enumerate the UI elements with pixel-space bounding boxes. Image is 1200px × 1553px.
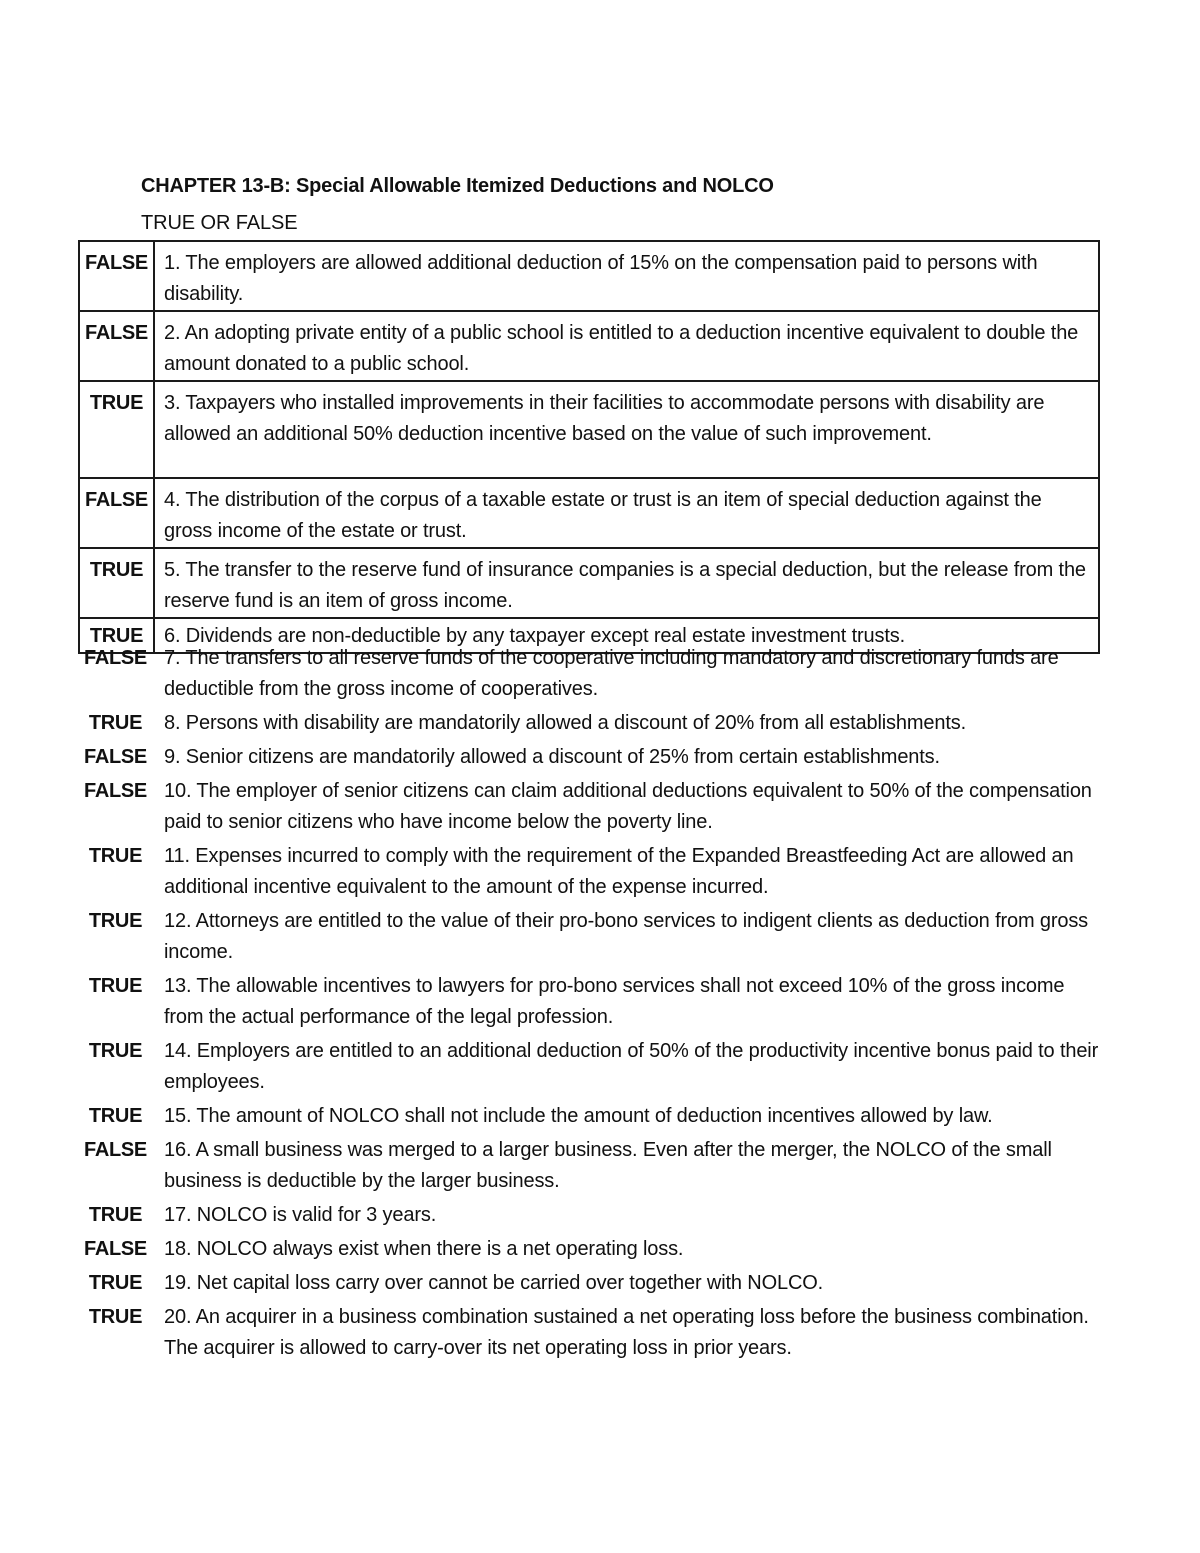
list-item — [78, 1234, 1100, 1265]
question-text: 9. Senior citizens are mandatorily allowed a discount of 25% from certain establishments. — [164, 746, 940, 768]
list-item — [78, 1268, 1100, 1299]
answer-cell: FALSE — [79, 478, 154, 548]
question-cell: 2. An adopting private entity of a public school is entitled to a deduction incentive equivalent to double the amount donated to a public school. — [154, 311, 1099, 381]
question-cell: 5. The transfer to the reserve fund of insurance companies is a special deduction, but the release from the reserve fund is an item of gross income. — [154, 548, 1099, 618]
answer-label: TRUE — [88, 975, 143, 997]
question-cell: 4. The distribution of the corpus of a taxable estate or trust is an item of special deduction against the gross income of the estate or trust. — [154, 478, 1099, 548]
question-text: 20. An acquirer in a business combination sustained a net operating loss before the business combination. The acquirer is allowed to carry-over its net operating loss in prior years. — [164, 1306, 1089, 1359]
question-cell: 1. The employers are allowed additional deduction of 15% on the compensation paid to persons with disability. — [154, 241, 1099, 311]
question-text: 19. Net capital loss carry over cannot be carried over together with NOLCO. — [164, 1272, 824, 1294]
question-text: 11. Expenses incurred to comply with the requirement of the Expanded Breastfeeding Act are allowed an additional incentive equivalent to the amount of the expense incurred. — [164, 845, 1074, 898]
answer-label: TRUE — [88, 1272, 143, 1294]
question-text: 13. The allowable incentives to lawyers for pro-bono services shall not exceed 10% of the gross income from the actual performance of the legal profession. — [164, 975, 1065, 1028]
answer-label: TRUE — [88, 1204, 143, 1226]
list-item — [78, 1135, 1100, 1197]
question-text: 16. A small business was merged to a larger business. Even after the merger, the NOLCO of the small business is deductible by the larger business. — [164, 1139, 1052, 1192]
question-text: 15. The amount of NOLCO shall not include the amount of deduction incentives allowed by law. — [164, 1105, 993, 1127]
question-cell: 3. Taxpayers who installed improvements in their facilities to accommodate persons with disability are allowed an additional 50% deduction incentive based on the value of such improvement. — [154, 381, 1099, 478]
answer-cell: TRUE — [79, 618, 154, 653]
table-row — [79, 478, 1099, 548]
answer-cell: FALSE — [79, 311, 154, 381]
question-text: 12. Attorneys are entitled to the value of their pro-bono services to indigent clients as deduction from gross income. — [164, 910, 1089, 963]
list-item — [78, 906, 1100, 968]
table-row — [79, 381, 1099, 478]
answer-label: FALSE — [84, 746, 147, 768]
question-text: 10. The employer of senior citizens can claim additional deductions equivalent to 50% of the compensation paid to senior citizens who have income below the poverty line. — [164, 780, 1092, 833]
answer-label: FALSE — [84, 780, 147, 802]
answer-cell: FALSE — [79, 241, 154, 311]
list-item — [78, 841, 1100, 903]
answer-label: TRUE — [88, 712, 143, 734]
table-row — [79, 548, 1099, 618]
list-item — [78, 708, 1100, 739]
chapter-title: CHAPTER 13-B: Special Allowable Itemized Deductions and NOLCO — [141, 175, 774, 197]
list-item — [78, 971, 1100, 1033]
answer-label: TRUE — [88, 845, 143, 867]
list-item — [78, 1302, 1100, 1364]
table-row — [79, 311, 1099, 381]
answer-list — [78, 643, 1100, 1367]
section-subtitle: TRUE OR FALSE — [141, 212, 298, 234]
list-item — [78, 1101, 1100, 1132]
question-text: 18. NOLCO always exist when there is a net operating loss. — [164, 1238, 684, 1260]
answer-label: FALSE — [84, 647, 147, 669]
list-item — [78, 1036, 1100, 1098]
answer-label: FALSE — [84, 1139, 147, 1161]
answer-label: TRUE — [88, 1105, 143, 1127]
list-item — [78, 742, 1100, 773]
question-text: 17. NOLCO is valid for 3 years. — [164, 1204, 437, 1226]
question-text: 8. Persons with disability are mandatorily allowed a discount of 20% from all establishments. — [164, 712, 966, 734]
answer-label: TRUE — [88, 1306, 143, 1328]
table-row — [79, 241, 1099, 311]
answer-cell: TRUE — [79, 548, 154, 618]
answer-table — [78, 240, 1100, 654]
answer-cell: TRUE — [79, 381, 154, 478]
question-cell: 6. Dividends are non-deductible by any taxpayer except real estate investment trusts. — [154, 618, 1099, 653]
question-text: 7. The transfers to all reserve funds of the cooperative including mandatory and discretionary funds are deductible from the gross income of cooperatives. — [164, 647, 1059, 700]
question-text: 14. Employers are entitled to an additional deduction of 50% of the productivity incentive bonus paid to their employees. — [164, 1040, 1099, 1093]
answer-label: FALSE — [84, 1238, 147, 1260]
answer-label: TRUE — [88, 1040, 143, 1062]
list-item — [78, 776, 1100, 838]
list-item — [78, 643, 1100, 705]
answer-label: TRUE — [88, 910, 143, 932]
list-item — [78, 1200, 1100, 1231]
